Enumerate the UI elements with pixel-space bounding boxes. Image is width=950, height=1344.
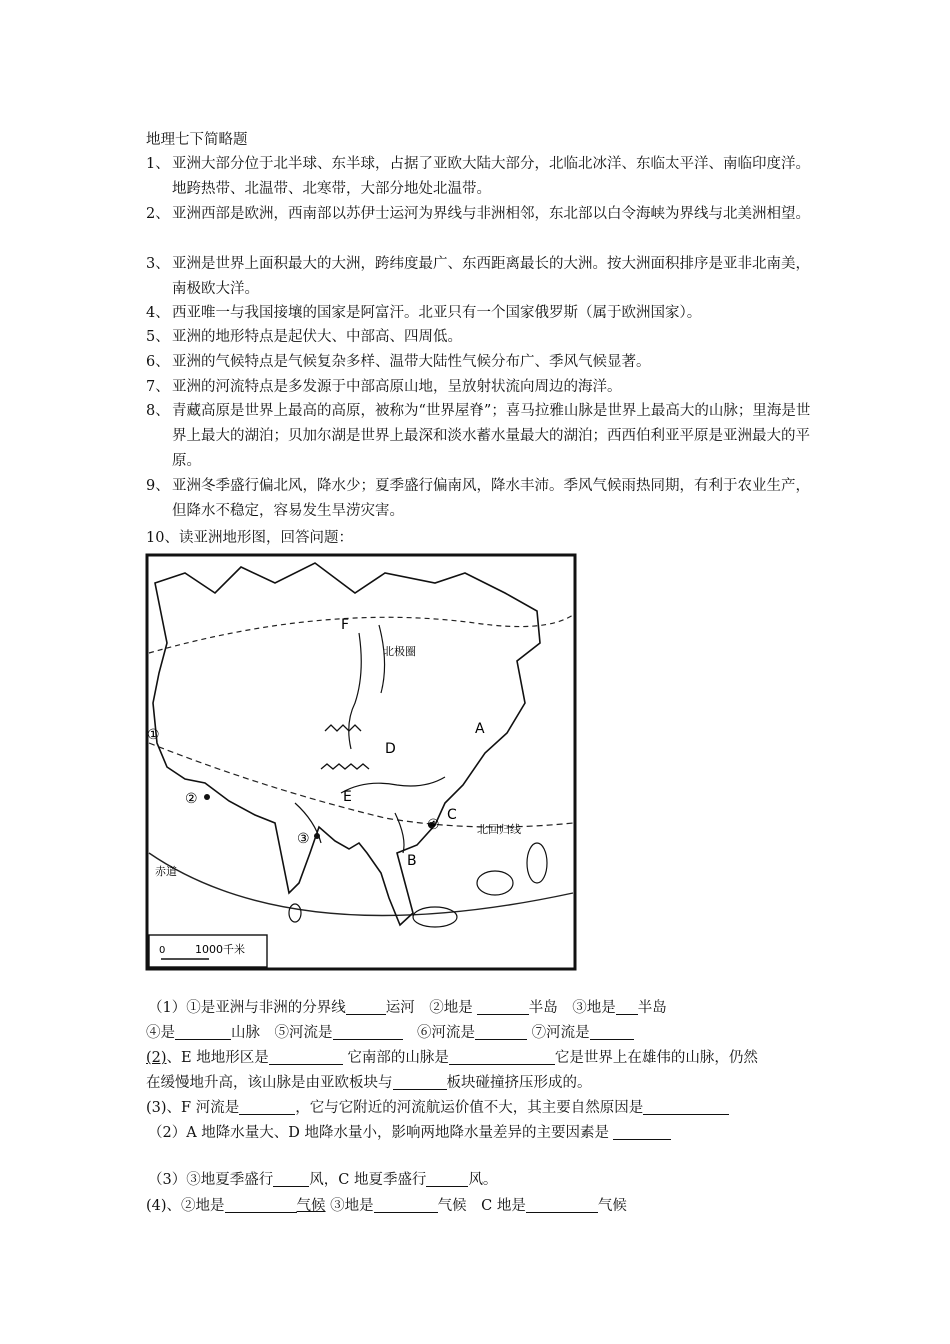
answer-blank[interactable] xyxy=(449,1048,555,1065)
answer-blank[interactable] xyxy=(426,1170,468,1187)
question-line-3 xyxy=(146,1046,758,1070)
question-text: （1）①是亚洲与非洲的分界线 xyxy=(148,1000,346,1016)
question-text: 气候 xyxy=(296,1198,326,1214)
question-text: 半岛 ③地是 xyxy=(528,1000,616,1016)
question-text: (4)、②地是 xyxy=(146,1198,225,1214)
item-number: 4、 xyxy=(146,305,170,321)
question-line-1 xyxy=(148,996,667,1020)
answer-blank[interactable] xyxy=(477,998,529,1015)
answer-blank[interactable] xyxy=(239,1098,295,1115)
item-text: 亚洲的气候特点是气候复杂多样、温带大陆性气候分布广、季风气候显著。 xyxy=(172,354,651,370)
scale-zero: 0 xyxy=(159,945,166,956)
list-item xyxy=(146,350,816,375)
answer-blank[interactable] xyxy=(269,1048,343,1065)
map-label-4: ④ xyxy=(427,817,440,833)
map-label-B: B xyxy=(407,853,417,869)
map-label-D: D xyxy=(385,741,396,757)
answer-blank[interactable] xyxy=(613,1123,671,1140)
question-text: 气候 xyxy=(597,1198,627,1214)
document-title: 地理七下简略题 xyxy=(146,132,248,148)
answer-blank[interactable] xyxy=(225,1196,297,1213)
question-text: ⑦河流是 xyxy=(527,1025,590,1041)
question-text: 、E 地地形区是 xyxy=(166,1050,269,1066)
asia-terrain-map xyxy=(145,553,577,971)
list-item xyxy=(146,399,816,474)
question-text: 它南部的山脉是 xyxy=(342,1050,449,1066)
question-text: （2）A 地降水量大、D 地降水量小，影响两地降水量差异的主要因素是 xyxy=(148,1125,610,1141)
question-text: ⑥河流是 xyxy=(402,1025,475,1041)
question-text: 山脉 ⑤河流是 xyxy=(231,1025,333,1041)
list-item xyxy=(146,252,816,302)
list-item xyxy=(146,152,816,202)
answer-blank[interactable] xyxy=(346,998,386,1015)
list-item xyxy=(146,301,816,326)
item-number: 5、 xyxy=(146,329,170,345)
question-line-6 xyxy=(148,1121,671,1145)
scale-label: 1000千米 xyxy=(195,943,245,956)
question-line-5 xyxy=(146,1096,729,1120)
question-text: 在缓慢地升高，该山脉是由亚欧板块与 xyxy=(146,1075,393,1091)
map-label-tropic: 北回归线 xyxy=(477,823,521,836)
map-label-E: E xyxy=(343,789,352,805)
answer-blank[interactable] xyxy=(526,1196,598,1213)
location-dot xyxy=(314,833,320,839)
question-text: ④是 xyxy=(146,1025,175,1041)
answer-blank[interactable] xyxy=(175,1023,231,1040)
question-text: （3）③地夏季盛行 xyxy=(148,1172,274,1188)
question-text: ，它与它附近的河流航运价值不大，其主要自然原因是 xyxy=(295,1100,644,1116)
answer-blank[interactable] xyxy=(374,1196,438,1213)
answer-blank[interactable] xyxy=(333,1023,403,1040)
map-label-A: A xyxy=(475,721,485,737)
question-line-8 xyxy=(146,1194,627,1218)
map-label-F: F xyxy=(341,617,350,633)
map-label-3: ③ xyxy=(297,831,310,847)
answer-blank[interactable] xyxy=(475,1023,527,1040)
question-text: 运河 ②地是 xyxy=(385,1000,473,1016)
question-text: 板块碰撞挤压形成的。 xyxy=(446,1075,592,1091)
list-item xyxy=(146,202,816,227)
item-number: 1、 xyxy=(146,156,170,172)
question-text: 它是世界上在雄伟的山脉，仍然 xyxy=(554,1050,758,1066)
answer-blank[interactable] xyxy=(616,998,638,1015)
question-text: 气候 C 地是 xyxy=(437,1198,526,1214)
item-number: 6、 xyxy=(146,354,170,370)
item-text: 亚洲的河流特点是多发源于中部高原山地，呈放射状流向周边的海洋。 xyxy=(172,379,622,395)
location-dot xyxy=(204,794,210,800)
question-text: ③地是 xyxy=(325,1198,374,1214)
item-number: 3、 xyxy=(146,256,170,272)
question-line-7 xyxy=(148,1168,497,1192)
list-item xyxy=(146,325,816,350)
list-item xyxy=(146,375,816,400)
item-text: 西亚唯一与我国接壤的国家是阿富汗。北亚只有一个国家俄罗斯（属于欧洲国家）。 xyxy=(172,305,702,321)
map-label-C: C xyxy=(447,807,457,823)
map-label-1: ① xyxy=(147,727,160,743)
question-text: 风，C 地夏季盛行 xyxy=(309,1172,427,1188)
question-line-4 xyxy=(146,1071,592,1095)
map-label-equator: 赤道 xyxy=(155,865,177,878)
question-text: (2) xyxy=(146,1050,167,1066)
question-text: (3)、F 河流是 xyxy=(146,1100,240,1116)
map-label-2: ② xyxy=(185,791,198,807)
answer-blank[interactable] xyxy=(643,1098,729,1115)
item-text: 亚洲大部分位于北半球、东半球，占据了亚欧大陆大部分，北临北冰洋、东临太平洋、南临印度洋。地跨热带、北温带、北寒带，大部分地处北温带。 xyxy=(172,156,810,197)
answer-blank[interactable] xyxy=(590,1023,634,1040)
question-line-2 xyxy=(146,1021,634,1045)
item-number: 2、 xyxy=(146,206,170,222)
answer-blank[interactable] xyxy=(273,1170,309,1187)
item-number: 9、 xyxy=(146,478,170,494)
question-text: 半岛 xyxy=(637,1000,667,1016)
item-text: 亚洲的地形特点是起伏大、中部高、四周低。 xyxy=(172,329,462,345)
list-item xyxy=(146,474,816,524)
item-number: 8、 xyxy=(146,403,170,419)
map-label-arctic: 北极圈 xyxy=(383,645,416,658)
item-text: 亚洲西部是欧洲，西南部以苏伊士运河为界线与非洲相邻，东北部以白令海峡为界线与北美洲相望。 xyxy=(172,206,810,222)
item-number: 7、 xyxy=(146,379,170,395)
question-10-prompt: 10、读亚洲地形图，回答问题： xyxy=(146,530,353,546)
item-text: 亚洲是世界上面积最大的大洲，跨纬度最广、东西距离最长的大洲。按大洲面积排序是亚非北南美，南极欧大洋。 xyxy=(172,256,810,297)
answer-blank[interactable] xyxy=(393,1073,447,1090)
question-text: 风。 xyxy=(468,1172,498,1188)
item-text: 亚洲冬季盛行偏北风，降水少；夏季盛行偏南风，降水丰沛。季风气候雨热同期，有利于农业生产，但降水不稳定，容易发生旱涝灾害。 xyxy=(172,478,810,519)
item-text: 青藏高原是世界上最高的高原，被称为“世界屋脊”；喜马拉雅山脉是世界上最高大的山脉；里海是世界上最大的湖泊；贝加尔湖是世界上最深和淡水蓄水量最大的湖泊；西西伯利亚平原是亚洲最大的平原。 xyxy=(172,403,811,469)
